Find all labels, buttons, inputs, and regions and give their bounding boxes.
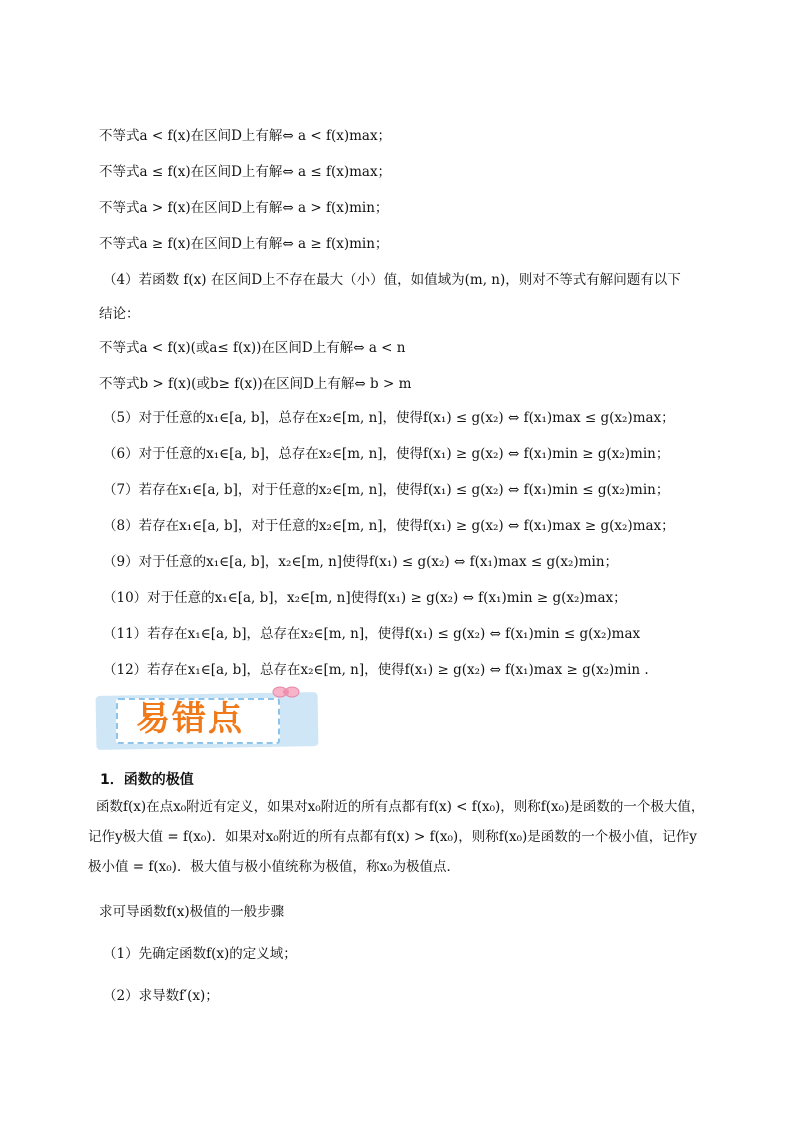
item-11: （11）若存在x₁∈[a, b]，总存在x₂∈[m, n]，使得f(x₁) ≤ g(x₂) ⇔ f(x₁)min ≤ g(x₂)max bbox=[103, 626, 641, 642]
item-4-line-2: 结论： bbox=[99, 306, 140, 322]
item-10: （10）对于任意的x₁∈[a, b]，x₂∈[m, n]使得f(x₁) ≥ g(x₂) ⇔ f(x₁)min ≥ g(x₂)max； bbox=[103, 590, 627, 606]
steps-title: 求可导函数f(x)极值的一般步骤 bbox=[99, 904, 285, 920]
item-4-line-1: （4）若函数 f(x) 在区间D上不存在最大（小）值，如值域为(m, n)，则对不等式有解问题有以下 bbox=[103, 272, 681, 288]
item-6: （6）对于任意的x₁∈[a, b]，总存在x₂∈[m, n]，使得f(x₁) ≥ g(x₂) ⇔ f(x₁)min ≥ g(x₂)min； bbox=[103, 446, 670, 462]
item-7: （7）若存在x₁∈[a, b]，对于任意的x₂∈[m, n]，使得f(x₁) ≤ g(x₂) ⇔ f(x₁)min ≤ g(x₂)min； bbox=[103, 482, 670, 498]
error-points-banner bbox=[96, 690, 321, 750]
line-top-4: 不等式a ≥ f(x)在区间D上有解⇔ a ≥ f(x)min； bbox=[99, 236, 389, 252]
item-5: （5）对于任意的x₁∈[a, b]，总存在x₂∈[m, n]，使得f(x₁) ≤ g(x₂) ⇔ f(x₁)max ≤ g(x₂)max； bbox=[103, 410, 675, 426]
item-12: （12）若存在x₁∈[a, b]，总存在x₂∈[m, n]，使得f(x₁) ≥ g(x₂) ⇔ f(x₁)max ≥ g(x₂)min . bbox=[103, 662, 649, 678]
item-4-b: 不等式b > f(x)(或b≥ f(x))在区间D上有解⇔ b > m bbox=[99, 376, 412, 392]
paperclip-bow-icon bbox=[272, 684, 300, 700]
item-8: （8）若存在x₁∈[a, b]，对于任意的x₂∈[m, n]，使得f(x₁) ≥ g(x₂) ⇔ f(x₁)max ≥ g(x₂)max； bbox=[103, 518, 675, 534]
section-title: 1．函数的极值 bbox=[100, 772, 194, 788]
section-paragraph: 函数f(x)在点x₀附近有定义，如果对x₀附近的所有点都有f(x) < f(x₀)，则称f(x₀)是函数的一个极大值，记作y极大值 = f(x₀)．如果对x₀附近的所有点都有f(x) > f(x₀)，则称f(x₀)是函数的一个极小值，记作y极小值 = f(x₀)．极大值与极小值统称为极值，称x₀为极值点． bbox=[88, 799, 705, 875]
item-4-a: 不等式a < f(x)(或a≤ f(x))在区间D上有解⇔ a < n bbox=[99, 340, 406, 356]
step-2: （2）求导数f′(x)； bbox=[103, 988, 219, 1004]
step-1: （1）先确定函数f(x)的定义域； bbox=[103, 946, 297, 962]
banner-title: 易错点 bbox=[136, 699, 244, 739]
line-top-1: 不等式a < f(x)在区间D上有解⇔ a < f(x)max； bbox=[99, 128, 392, 144]
item-9: （9）对于任意的x₁∈[a, b]，x₂∈[m, n]使得f(x₁) ≤ g(x₂) ⇔ f(x₁)max ≤ g(x₂)min； bbox=[103, 554, 619, 570]
line-top-2: 不等式a ≤ f(x)在区间D上有解⇔ a ≤ f(x)max； bbox=[99, 164, 392, 180]
line-top-3: 不等式a > f(x)在区间D上有解⇔ a > f(x)min； bbox=[99, 200, 389, 216]
